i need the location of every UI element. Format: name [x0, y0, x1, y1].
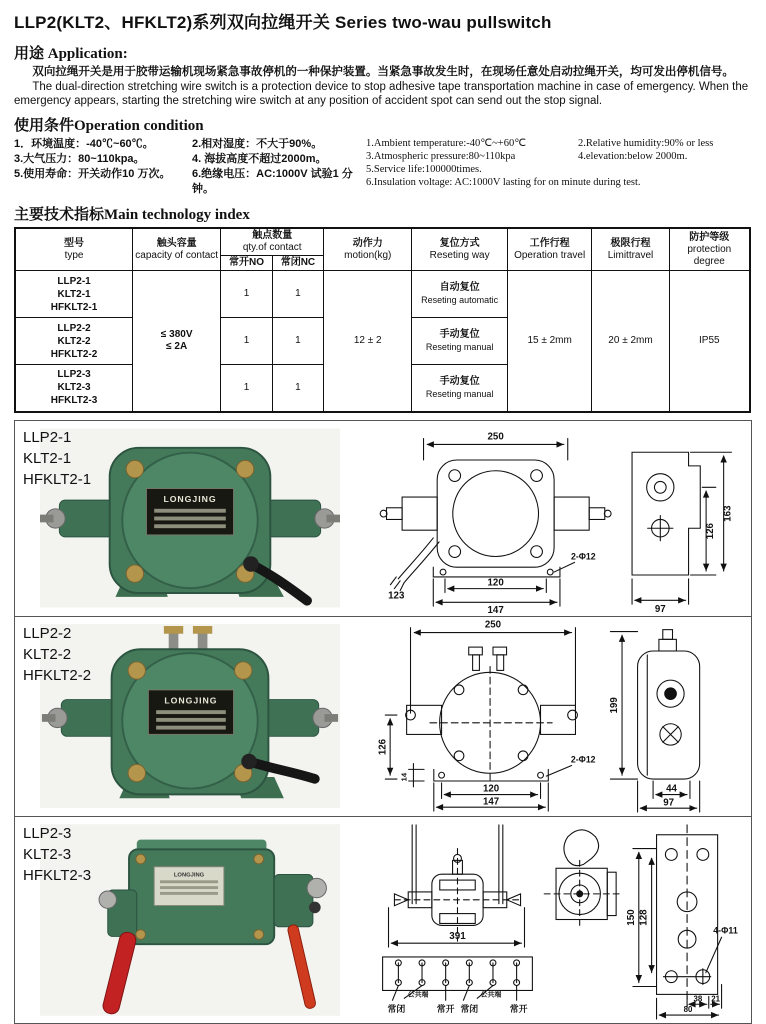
- dim-label-126: 126: [704, 523, 716, 540]
- conditions-zh: [14, 137, 366, 197]
- cell-protection: IP55: [669, 271, 750, 412]
- dim-label-44: 44: [666, 783, 677, 795]
- cell-no-1: 1: [221, 271, 272, 318]
- condition-zh-4: 4. 海拔高度不超过2000m。: [192, 153, 327, 165]
- cell-models-2: LLP2-2 KLT2-2 HFKLT2-2: [15, 318, 133, 365]
- dimension-drawing-3: [369, 819, 747, 1021]
- terminal-label-no: 常开: [509, 1003, 528, 1014]
- cell-models-3: LLP2-3 KLT2-3 HFKLT2-3: [15, 365, 133, 412]
- cell-no-3: 1: [221, 365, 272, 412]
- col-header-travel: 工作行程 Operation travel: [507, 228, 592, 271]
- cell-limit: 20 ± 2mm: [592, 271, 669, 412]
- cell-reset-2: 手动复位 Reseting manual: [412, 318, 508, 365]
- dim-label-391: 391: [449, 930, 466, 942]
- model-label: KLT2-2: [23, 645, 72, 663]
- terminal-label-nc: 常闭: [460, 1003, 479, 1014]
- model-label: LLP2-1: [23, 428, 72, 446]
- condition-zh-1: 1．环境温度：-40℃~60℃。: [14, 138, 154, 150]
- terminal-label-nc: 常闭: [387, 1003, 406, 1014]
- dim-label-147: 147: [487, 605, 504, 613]
- nameplate-brand: LONGJING: [163, 494, 217, 505]
- dim-label-14: 14: [399, 772, 409, 782]
- col-header-reset: 复位方式 Reseting way: [412, 228, 508, 271]
- model-label: HFKLT2-1: [23, 470, 92, 488]
- dim-label-250: 250: [487, 431, 504, 443]
- dim-label-holes: 2-Φ12: [570, 551, 596, 562]
- dim-label-128: 128: [638, 908, 650, 926]
- dimension-drawing-2: [369, 618, 747, 814]
- col-header-protection: 防护等级 protection degree: [669, 228, 750, 271]
- dim-label-199: 199: [609, 697, 621, 714]
- tech-index-heading: 主要技术指标Main technology index: [14, 207, 250, 223]
- cell-capacity: ≤ 380V ≤ 2A: [133, 271, 221, 412]
- condition-en-6: 6.Insulation voltage: AC:1000V lasting for on minute during test.: [366, 177, 641, 188]
- dim-label-123: 123: [388, 590, 405, 602]
- cell-nc-3: 1: [272, 365, 323, 412]
- condition-zh-6: 6.绝缘电压：AC:1000V 试验1 分钟。: [192, 168, 353, 195]
- cell-models-1: LLP2-1 KLT2-1 HFKLT2-1: [15, 271, 133, 318]
- dim-label-38: 38: [693, 993, 703, 1003]
- operation-condition-section: [14, 114, 752, 197]
- col-header-capacity: 触头容量 capacity of contact: [133, 228, 221, 271]
- table-row: [15, 271, 750, 318]
- cell-travel: 15 ± 2mm: [507, 271, 592, 412]
- model-label: HFKLT2-2: [23, 666, 92, 684]
- page-title: LLP2(KLT2、HFKLT2)系列双向拉绳开关 Series two-wau pullswitch: [14, 13, 552, 32]
- col-header-no: 常开NO: [221, 256, 272, 271]
- condition-zh-5: 5.使用寿命：开关动作10 万次。: [14, 168, 171, 180]
- model-label: LLP2-2: [23, 624, 72, 642]
- operation-condition-heading: 使用条件Operation condition: [14, 118, 204, 134]
- application-section: [14, 42, 752, 108]
- model-label: KLT2-3: [23, 845, 72, 863]
- application-heading: 用途 Application:: [14, 46, 128, 62]
- dim-label-holes: 4-Φ11: [713, 924, 738, 935]
- dim-label-120: 120: [482, 783, 500, 795]
- model-label: LLP2-3: [23, 824, 72, 842]
- model-labels-3: [23, 823, 91, 886]
- dim-label-80: 80: [683, 1004, 693, 1014]
- condition-en-3: 3.Atmospheric pressure:80~110kpa: [366, 151, 516, 162]
- application-text-en: The dual-direction stretching wire switch is a protection device to stop adhesive tape transportation machine in case of emergency. When the emergency appears, starting the stretching wire switch at any position of accident spot can send out the stop signal.: [14, 81, 749, 107]
- col-header-motion: 动作力 motion(kg): [324, 228, 412, 271]
- dim-label-holes: 2-Φ12: [570, 754, 596, 765]
- dim-label-97: 97: [654, 604, 666, 613]
- dim-label-150: 150: [625, 908, 637, 926]
- cell-nc-2: 1: [272, 318, 323, 365]
- model-labels-1: [23, 427, 91, 490]
- product-section-llp2-3: [15, 817, 751, 1023]
- condition-zh-3: 3.大气压力：80~110kpa。: [14, 153, 145, 165]
- product-drawing-2: [365, 617, 751, 816]
- operation-condition-columns: [14, 137, 752, 197]
- condition-en-1: 1.Ambient temperature:-40℃~+60℃: [366, 138, 526, 149]
- dimension-drawing-1: [369, 423, 747, 613]
- condition-en-4: 4.elevation:below 2000m.: [578, 151, 688, 162]
- terminal-label-common: 公共端: [407, 990, 429, 998]
- cell-no-2: 1: [221, 318, 272, 365]
- col-header-limit: 极限行程 Limittravel: [592, 228, 669, 271]
- dim-label-163: 163: [722, 505, 734, 522]
- product-drawing-3: [365, 817, 751, 1023]
- application-text-zh: 双向拉绳开关是用于胶带运输机现场紧急事故停机的一种保护装置。当紧急事故发生时，在现场任意处启动拉绳开关，均可发出停机信号。: [32, 66, 734, 78]
- dim-label-147: 147: [482, 796, 500, 808]
- nameplate-brand: LONGJING: [173, 871, 205, 878]
- col-header-nc: 常闭NC: [272, 256, 323, 271]
- model-label: KLT2-1: [23, 449, 72, 467]
- condition-en-2: 2.Relative humidity:90% or less: [578, 138, 714, 149]
- terminal-label-common: 公共端: [480, 990, 502, 998]
- condition-en-5: 5.Service life:100000times.: [366, 164, 482, 175]
- dim-label-21: 21: [711, 993, 721, 1003]
- condition-zh-2: 2.相对湿度：不大于90%。: [192, 138, 323, 150]
- col-header-qty: 触点数量 qty.of contact: [221, 228, 324, 256]
- cell-reset-1: 自动复位 Reseting automatic: [412, 271, 508, 318]
- nameplate-brand: LONGJING: [164, 695, 218, 706]
- terminal-label-no: 常开: [436, 1003, 455, 1014]
- model-labels-2: [23, 623, 91, 686]
- product-section-llp2-1: [15, 421, 751, 617]
- cell-nc-1: 1: [272, 271, 323, 318]
- dim-label-126: 126: [377, 738, 389, 756]
- product-section-llp2-2: [15, 617, 751, 817]
- product-sections: [14, 420, 752, 1024]
- dim-label-120: 120: [487, 577, 504, 589]
- tech-index-table: [14, 227, 751, 413]
- cell-motion: 12 ± 2: [324, 271, 412, 412]
- cell-reset-3: 手动复位 Reseting manual: [412, 365, 508, 412]
- model-label: HFKLT2-3: [23, 866, 92, 884]
- dim-label-97: 97: [663, 797, 675, 809]
- product-drawing-1: [365, 421, 751, 616]
- dim-label-250: 250: [484, 619, 502, 631]
- conditions-en: [366, 137, 752, 197]
- col-header-type: 型号 type: [15, 228, 133, 271]
